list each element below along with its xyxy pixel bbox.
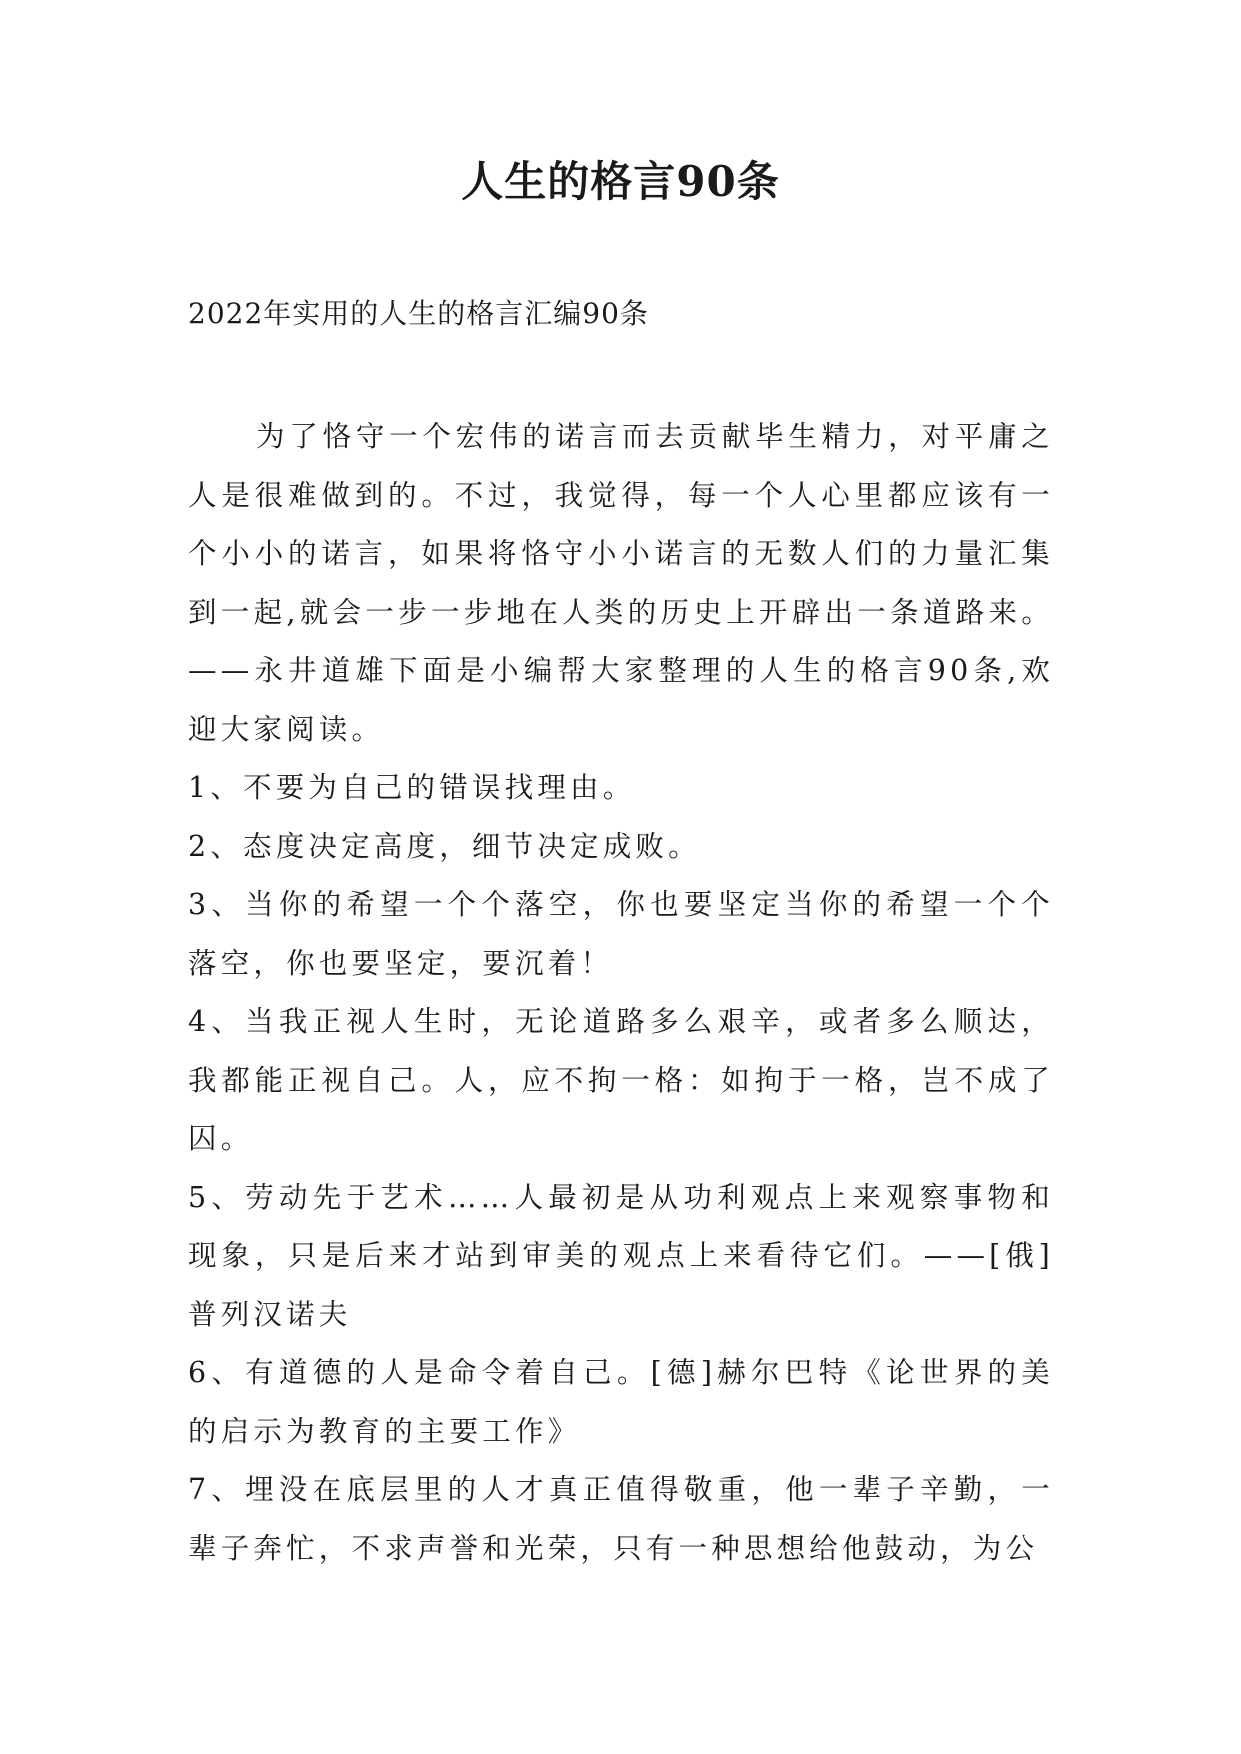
list-item: 2、态度决定高度，细节决定成败。 (188, 829, 701, 863)
document-subtitle: 2022年实用的人生的格言汇编90条 (188, 297, 649, 330)
list-item: 7、埋没在底层里的人才真正值得敬重，他一辈子辛勤，一辈子奔忙，不求声誉和光荣，只有一种思想给他鼓动，为公 (188, 1473, 1054, 1565)
list-item: 6、有道德的人是命令着自己。[德]赫尔巴特《论世界的美的启示为教育的主要工作》 (188, 1356, 1054, 1448)
intro-paragraph: 为了恪守一个宏伟的诺言而去贡献毕生精力，对平庸之人是很难做到的。不过，我觉得，每一个人心里都应该有一个小小的诺言，如果将恪守小小诺言的无数人们的力量汇集到一起,就会一步一步地在人类的历史上开辟出一条道路来。——永井道雄下面是小编帮大家整理的人生的格言90条,欢迎大家阅读。 (188, 420, 1054, 746)
list-item: 1、不要为自己的错误找理由。 (188, 771, 636, 804)
page-title: 人生的格言90条 (461, 157, 780, 206)
document-body (188, 408, 1054, 1578)
list-item: 5、劳动先于艺术……人最初是从功利观点上来观察事物和现象，只是后来才站到审美的观点上来看待它们。——[俄]普列汉诺夫 (188, 1180, 1054, 1331)
list-item: 4、当我正视人生时，无论道路多么艰辛，或者多么顺达，我都能正视自己。人，应不拘一格：如拘于一格，岂不成了囚。 (188, 1005, 1054, 1155)
list-item: 3、当你的希望一个个落空，你也要坚定当你的希望一个个落空，你也要坚定，要沉着！ (188, 888, 1054, 980)
